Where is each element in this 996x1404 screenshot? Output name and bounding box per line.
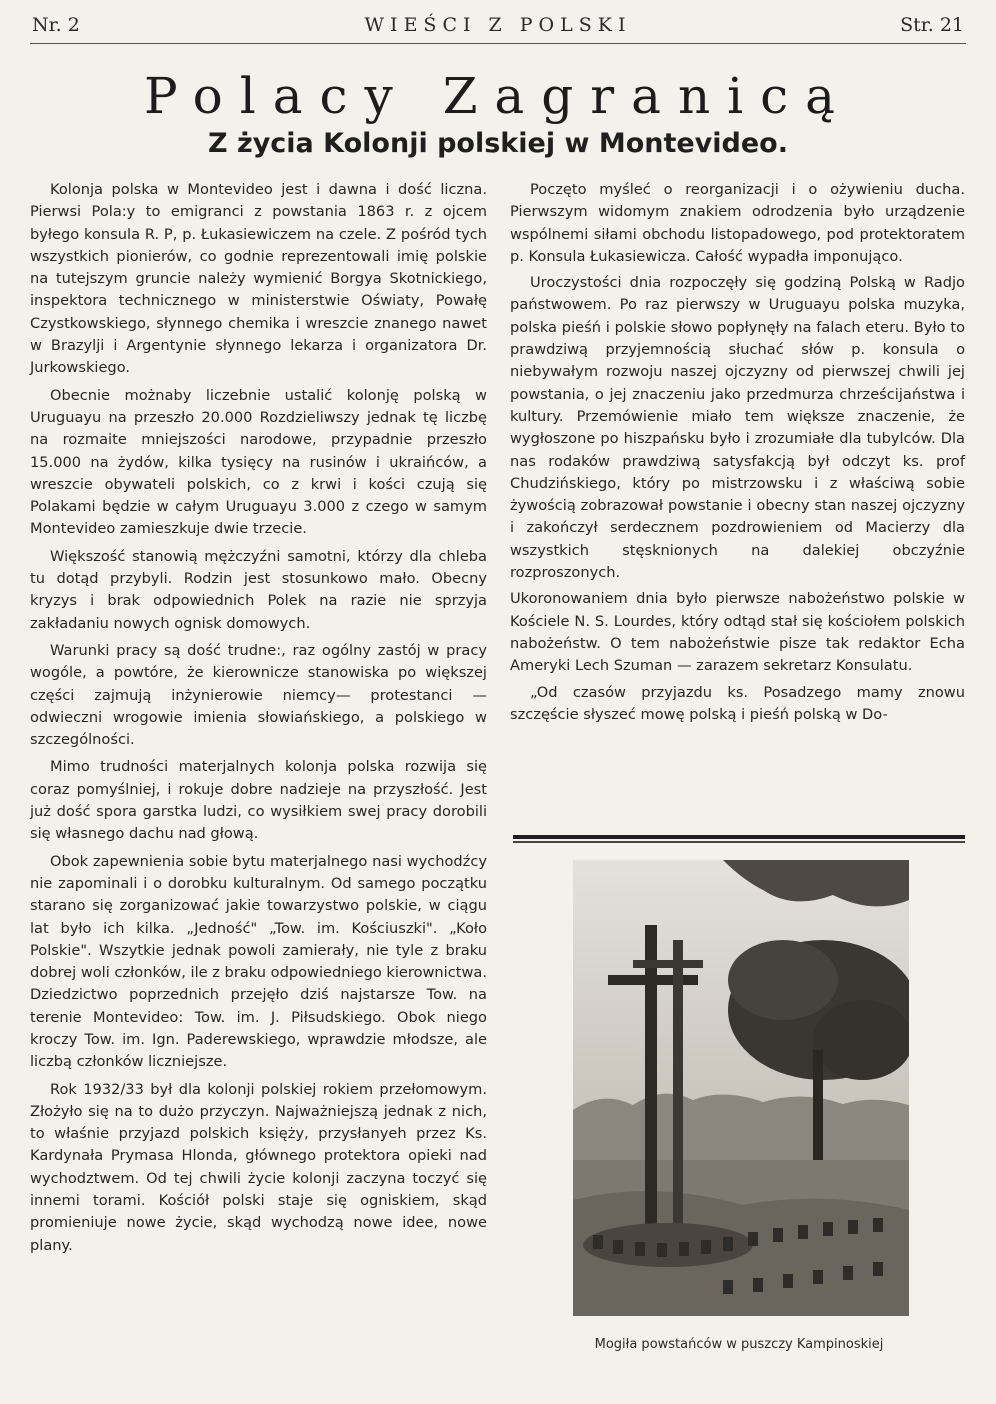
paragraph: Obecnie możnaby liczebnie ustalić kolonję polską w Uruguayu na przeszło 20.000 Rozdzieliwszy jednak tę liczbę na rozmaite mniejszości narodowe, przypadnie przeszło 15.000 na żydów, kilka tysięcy na rusinów i ukraińców, a wreszcie obywateli polskich, co z krwi i kości czują się Polakami będzie w całym Uruguayu 3.000 z czego w samym Montevideo zamieszkuje dwie trzecie. <box>30 386 487 538</box>
paragraph: Kolonja polska w Montevideo jest i dawna i dość liczna. Pierwsi Pola:y to emigranci z powstania 1863 r. z ojcem byłego konsula R. P, p. Łukasiewiczem na czele. Z pośród tych wszystkich pionierów, co godnie reprezentowali imię polskie na tutejszym gruncie należy wymienić Borgya Skotnickiego, inspektora technicznego w ministerstwie Oświaty, Powałę Czystkowskiego, słynnego chemika i wreszcie znanego nawet w Brazylji i Argentynie słynnego lekarza i organizatora Dr. Jurkowskiego. <box>30 181 487 377</box>
paragraph: Warunki pracy są dość trudne:, raz ogólny zastój w pracy wogóle, a powtóre, że kierownicze stanowiska po większej części zajmują inżynierowie niemcy— protestanci — odwieczni wrogowie imienia słowiańskiego, a polskiego w szczególności. <box>30 641 487 749</box>
header-rule <box>30 43 966 44</box>
paragraph: „Od czasów przyjazdu ks. Posadzego mamy znowu szczęście słyszeć mowę polską i pieśń polską w Do- <box>510 683 965 723</box>
article-subtitle: Z życia Kolonji polskiej w Montevideo. <box>208 128 788 159</box>
left-column <box>30 179 487 1262</box>
photograph <box>573 860 909 1316</box>
paragraph: Ukoronowaniem dnia było pierwsze nabożeństwo polskie w Kościele N. S. Lourdes, który odtąd stał się kościołem polskich nabożeństw. O tem nabożeństwie pisze tak redaktor Echa Ameryki Lech Szuman — zarazem sekretarz Konsulatu. <box>510 590 965 675</box>
paragraph: Uroczystości dnia rozpoczęły się godziną Polską w Radjo państwowem. Po raz pierwszy w Uruguayu polska muzyka, polska pieśń i polskie słowo popłynęły na falach eteru. Było to prawdziwą przyjemnością słuchać słów p. konsula o niebywałym rozwoju naszej ojczyzny od pierwszej chwili jej powstania, o jej znaczeniu jako przedmurza chrześcijaństwa i kultury. Przemówienie miało tem większe znaczenie, że wygłoszone po hiszpańsku było i zrozumiałe dla tubylców. Dla nas rodaków prawdziwą satysfakcją był odczyt ks. prof Chudzińskiego, który po mistrzowsku i z właściwą sobie żywością zobrazował powstanie i obecny stan naszej ojczyzny i zakończył serdecznem pozdrowieniem od Macierzy dla wszystkich stęsknionych na dalekiej obczyźnie rozproszonych. <box>510 274 965 582</box>
magazine-title: WIEŚCI Z POLSKI <box>364 14 632 36</box>
photo-caption: Mogiła powstańców w puszczy Kampinoskiej <box>594 1337 884 1352</box>
page-header <box>30 14 966 40</box>
article-title: Polacy Zagranicą <box>144 67 852 125</box>
paragraph: Mimo trudności materjalnych kolonja polska rozwija się coraz pomyślniej, i rokuje dobre nadzieje na przyszłość. Jest już dość spora garstka ludzi, co wysiłkiem swej pracy dorobili się własnego dachu nad głową. <box>30 758 487 843</box>
right-column <box>510 179 965 730</box>
page-number: Str. 21 <box>900 14 964 36</box>
paragraph: Obok zapewnienia sobie bytu materjalnego nasi wychodźcy nie zapominali i o dorobku kulturalnym. Od samego początku starano się zorganizować jakie towarzystwo polskie, w ciągu lat było ich kilka. „Jedność" „Tow. im. Kościuszki". „Koło Polskie". Wszytkie jednak powoli zamierały, nie tyle z braku dobrej woli członków, ile z braku odpowiedniego kierownictwa. Dziedzictwo poprzednich przejęło dziś najstarsze Tow. na terenie Montevideo: Tow. im. J. Piłsudskiego. Obok niego kroczy Tow. im. Ign. Paderewskiego, wprawdzie młodsze, ale liczbą członków liczniejsze. <box>30 852 487 1071</box>
paragraph: Poczęto myśleć o reorganizacji i o ożywieniu ducha. Pierwszym widomym znakiem odrodzenia było urządzenie wspólnemi siłami obchodu listopadowego, pod protektoratem p. Konsula Łukasiewicza. Całość wypadła imponująco. <box>510 181 965 265</box>
paragraph: Rok 1932/33 był dla kolonji polskiej rokiem przełomowym. Złożyło się na to dużo przyczyn. Najważniejszą jednak z nich, to właśnie przyjazd polskich księży, przysłanyeh przez Ks. Kardynała Prymasa Hlonda, głównego protektora opieki nad wychodztwem. Od tej chwili życie kolonji zaczyna toczyć się innemi torami. Kościół polski staje się ogniskiem, skąd promieniuje nowe życie, skąd wychodzą nowe idee, nowe plany. <box>30 1080 487 1254</box>
paragraph: Większość stanowią mężczyźni samotni, którzy dla chleba tu dotąd przybyli. Rodzin jest stosunkowo mało. Obecny kryzys i brak odpowiednich Polek na razie nie sprzyja zakładaniu nowych ognisk domowych. <box>30 547 487 632</box>
issue-number: Nr. 2 <box>32 14 80 36</box>
section-divider <box>513 835 965 843</box>
